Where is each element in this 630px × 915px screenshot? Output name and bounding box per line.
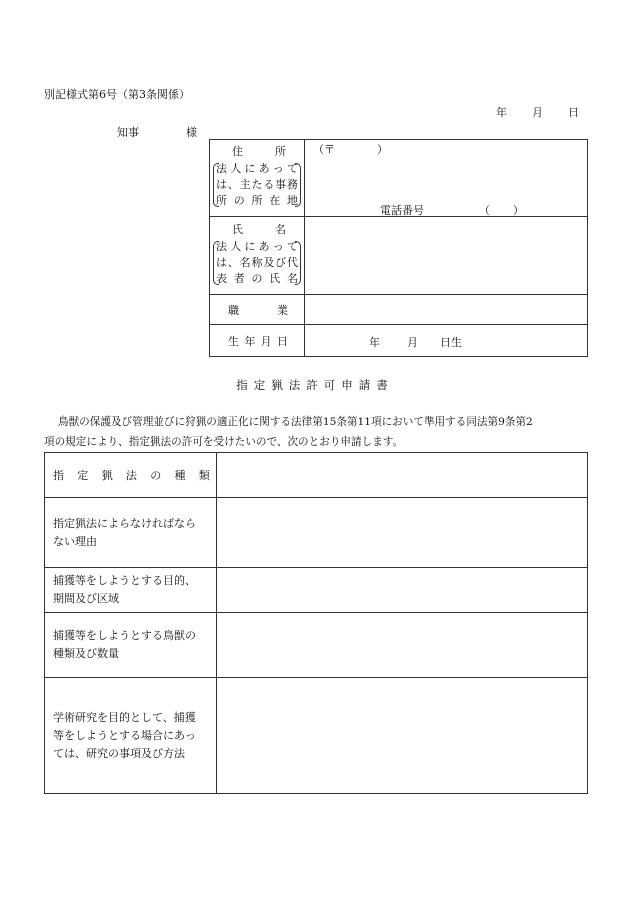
glyph: 名 — [286, 271, 298, 285]
name-label — [210, 221, 304, 239]
item-value-cell[interactable] — [216, 678, 587, 794]
glyph: 業 — [276, 303, 288, 317]
item-label-line: 種類及び数量 — [53, 647, 119, 660]
name-note — [216, 239, 298, 287]
governor-label: 知事 — [117, 126, 139, 139]
name-row — [210, 217, 588, 295]
occupation-label-cell — [210, 295, 305, 325]
glyph: 者 — [233, 271, 245, 285]
glyph: た — [251, 178, 263, 191]
postal-close: ） — [376, 143, 388, 156]
glyph: は — [216, 178, 227, 191]
item-label-line: 捕獲等をしようとする鳥獣の — [53, 629, 196, 642]
occupation-label — [210, 302, 304, 318]
glyph: 住 — [232, 145, 243, 158]
phone-open: （ — [478, 204, 490, 217]
glyph: 氏 — [269, 271, 281, 285]
birthdate-value-cell[interactable] — [304, 325, 587, 357]
glyph: 指 — [53, 469, 64, 482]
address-note-line-2 — [216, 177, 298, 193]
glyph: 法 — [216, 239, 227, 253]
glyph: 表 — [216, 271, 227, 285]
item-label-line: 捕獲等をしようとする目的、 — [53, 574, 196, 587]
name-note-line-2 — [216, 255, 298, 271]
glyph: て — [286, 239, 298, 253]
glyph: 名 — [239, 255, 251, 269]
glyph: て — [286, 162, 298, 175]
glyph: の — [251, 271, 263, 285]
glyph: 、 — [227, 178, 239, 191]
honorific-label: 様 — [186, 126, 197, 139]
glyph: の — [150, 469, 162, 482]
glyph: あ — [258, 239, 270, 253]
glyph: 地 — [286, 194, 298, 207]
item-label-line: ては、研究の事項及び方法 — [53, 746, 185, 760]
glyph: に — [244, 239, 256, 253]
glyph: 称 — [251, 255, 263, 269]
glyph: 年 — [244, 334, 256, 348]
glyph: 日 — [276, 334, 288, 348]
glyph: 事 — [275, 178, 287, 191]
item-label-cell — [45, 568, 217, 613]
document-title: 指定猟法許可申請書 — [236, 378, 394, 392]
birth-month-label: 月 — [406, 336, 418, 349]
glyph: 月 — [260, 334, 272, 348]
glyph: 類 — [198, 469, 210, 482]
address-label-cell — [210, 140, 305, 217]
item-row-research — [45, 678, 588, 794]
items-table — [44, 452, 588, 794]
birthdate-label — [210, 333, 304, 349]
glyph: っ — [272, 162, 284, 175]
glyph: 主 — [239, 178, 251, 191]
glyph: 種 — [174, 469, 186, 482]
address-note — [216, 161, 298, 209]
item-label-cell — [45, 678, 217, 794]
item-label-line: 期間及び区域 — [53, 592, 119, 605]
item-label-line: ない理由 — [53, 534, 97, 548]
birth-year-label: 年 — [368, 336, 380, 349]
item-row-species — [45, 613, 588, 678]
date-day-label: 日 — [568, 106, 579, 119]
item-label-line: 等をしようとする場合にあっ — [53, 728, 196, 742]
applicant-table — [209, 139, 588, 357]
glyph: る — [263, 178, 275, 191]
occupation-row — [210, 295, 588, 325]
date-month-label: 月 — [532, 106, 543, 119]
item-value-cell[interactable] — [216, 568, 587, 613]
glyph: 所 — [274, 145, 286, 158]
glyph: 、 — [227, 255, 239, 269]
date-year-label: 年 — [496, 106, 507, 119]
phone-close: ） — [512, 204, 524, 217]
phone-label: 電話番号 — [379, 204, 424, 217]
name-note-line-3 — [216, 271, 298, 287]
glyph: 所 — [216, 194, 227, 207]
birth-day-label: 日生 — [439, 336, 462, 349]
intro-line-2: 項の規定により、指定猟法の許可を受けたいので、次のとおり申請します。 — [44, 436, 404, 448]
item-label-cell — [45, 453, 217, 498]
glyph: 生 — [228, 334, 239, 348]
item-label-line: 指定猟法によらなければなら — [53, 516, 196, 530]
intro-line-1: 鳥獣の保護及び管理並びに狩猟の適正化に関する法律第15条第11項において準用する同法第9条第2 — [58, 416, 533, 428]
birthdate-label-cell — [210, 325, 305, 357]
glyph: 名 — [274, 222, 286, 236]
item-row-purpose — [45, 568, 588, 613]
glyph: 人 — [230, 162, 242, 175]
postal-open: （〒 — [312, 143, 335, 156]
item-label-cell — [45, 613, 217, 678]
glyph: 在 — [269, 194, 281, 207]
name-note-line-1 — [216, 239, 298, 255]
item-row-method — [45, 453, 588, 498]
item-value-cell[interactable] — [216, 498, 587, 568]
glyph: 務 — [286, 178, 298, 191]
item-label — [45, 467, 216, 483]
item-label-cell — [45, 498, 217, 568]
glyph: 法 — [216, 162, 227, 175]
item-value-cell[interactable] — [216, 453, 587, 498]
address-note-line-1 — [216, 161, 298, 177]
birthdate-row — [210, 325, 588, 357]
item-row-reason — [45, 498, 588, 568]
glyph: は — [216, 255, 227, 269]
glyph: 法 — [125, 469, 137, 482]
glyph: 人 — [230, 239, 242, 253]
form-number: 別記様式第6号（第3条関係） — [44, 88, 190, 101]
glyph: っ — [272, 239, 284, 253]
glyph: に — [244, 162, 256, 175]
glyph: 職 — [228, 303, 239, 317]
glyph: 代 — [286, 255, 298, 269]
occupation-value-cell[interactable] — [304, 295, 587, 325]
name-label-cell — [210, 217, 305, 295]
glyph: 定 — [77, 469, 89, 482]
item-value-cell[interactable] — [216, 613, 587, 678]
glyph: び — [275, 255, 287, 269]
address-label — [210, 143, 304, 161]
glyph: 猟 — [101, 469, 113, 482]
item-label-line: 学術研究を目的として、捕獲 — [53, 710, 196, 724]
glyph: あ — [258, 162, 270, 175]
address-value-cell[interactable] — [304, 140, 587, 217]
name-value-cell[interactable] — [304, 217, 587, 295]
glyph: の — [233, 194, 245, 207]
address-row — [210, 140, 588, 217]
glyph: 氏 — [232, 222, 243, 236]
address-note-line-3 — [216, 193, 298, 209]
glyph: 所 — [251, 194, 263, 207]
glyph: 及 — [263, 255, 275, 269]
